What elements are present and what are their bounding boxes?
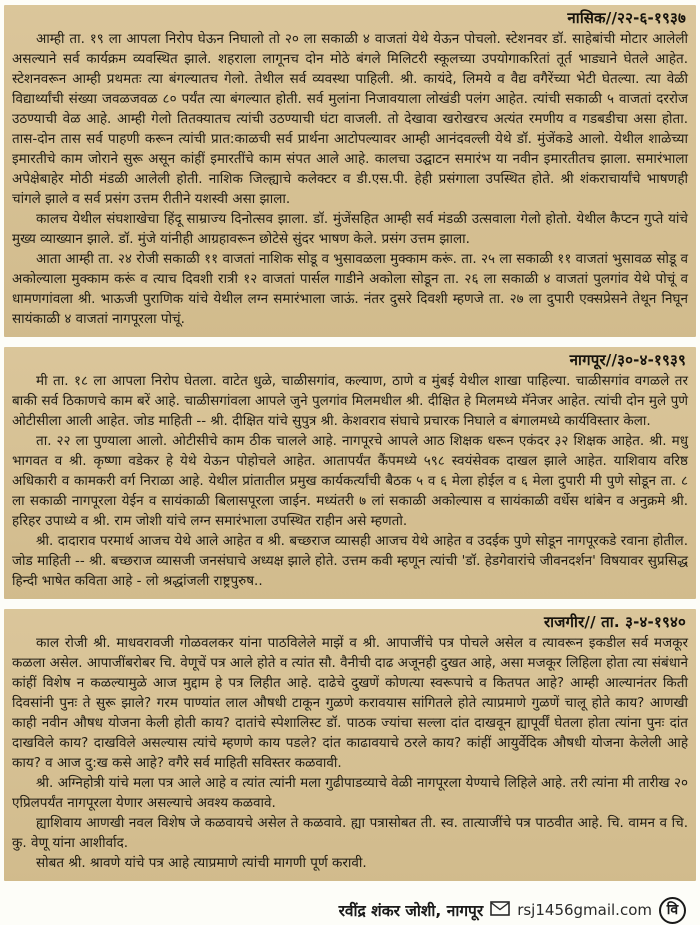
letter-paragraph: ता. २२ ला पुण्याला आलो. ओटीसीचे काम ठीक चालले आहे. नागपूरचे आपले आठ शिक्षक धरून एकंदर ३२ शिक्षक आहेत. श्री. मधु भागवत व श्री. कृष्णा वडेकर हे येथे येऊन पोहोचले आहेत. आतापर्यंत कैंपमध्ये ५९८ स्वयंसेवक दाखल झाले आहेत. याशिवाय वरिष्ठ अधिकारी व कामकरी वर्ग निराळा आहे. येथील प्रांतातील प्रमुख कार्यकर्त्यांची बैठक ५ व ६ मेला होईल व ६ मेला दुपारी मी पुणे सोडून ता. ८ ला सकाळी नागपूरला येईन व सायंकाळी बिलासपूरला जाईन. मध्यंतरी ७ लां सकाळी अकोल्यास व सायंकाळी वर्धेस थांबेन व अनुक्रमे श्री. हरिहर उपाध्ये व श्री. राम जोशी यांचे लग्न समारंभाला उपस्थित राहीन असे म्हणतो. [12,433,688,529]
letter-header-date: नागपूर//३०-४-१९३९ [569,351,686,369]
letter-section-nagpur [4,347,696,599]
footer-credit [4,891,696,925]
letter-paragraph: श्री. दादाराव परमार्थ आजच येथे आले आहेत व श्री. बच्छराज व्यासही आजच येथे आहेत व उदईक पुणे सोडून नागपूरकडे रवाना होतील. जोड माहिती -- श्री. बच्छराज व्यासजी जनसंघाचे अध्यक्ष झाले होते. उत्तम कवी म्हणून त्यांची 'डॉ. हेडगेवारांचे जीवनदर्शन' विषयावर सुप्रसिद्ध हिन्दी भाषेत कविता आहे - लो श्रद्धांजली राष्ट्रपुरुष.. [12,533,688,589]
letter-paragraph: श्री. अग्निहोत्री यांचे मला पत्र आले आहे व त्यांत त्यांनी मला गुढीपाडव्याचे वेळी नागपूरला येण्याचे लिहिले आहे. तरी त्यांना मी तारीख २० एप्रिलपर्यंत नागपूरला येणार असल्याचे अवश्य कळवावे. [12,775,688,811]
letter-paragraph: काल रोजी श्री. माधवरावजी गोळवलकर यांना पाठविलेले माझें व श्री. आपाजींचे पत्र पोचले असेल व त्यावरून इकडील सर्व मजकूर कळला असेल. आपाजींबरोबर चि. वेणूचें पत्र आले होते व त्यांत सौ. वैनीची दाढ अजूनही दुखत आहे, असा मजकूर लिहिला होता त्या संबंधाने कांहीं विशेष न कळल्यामुळे आज मुद्दाम हे पत्र लिहीत आहे. दाढेचे दुखणें कोणत्या स्वरूपाचे व कितपत आहे? आम्ही आल्यानंतर किती दिवसांनी पुनः ते सुरू झाले? गरम पाण्यांत लाल औषधी टाकून गुळणे करावयास सांगितले होते त्याप्रमाणे गुळणें चालू होते काय? आणखी काही नवीन औषध योजना केली होती काय? दातांचे स्पेशालिस्ट डॉ. पाठक ज्यांचा सल्ला दांत दाखवून ह्यापूर्वीं घेतला होता त्यांना पुनः दांत दाखविले काय? दाखविले असल्यास त्यांचे म्हणणे काय पडले? दांत काढावयाचे ठरले काय? कांहीं आयुर्वेदिक औषधी योजना केलेली आहे काय? व आज दु:ख कसे आहे? वगैरे सर्व माहिती सविस्तर कळवावी. [12,635,688,771]
letter-paragraph: कालच येथील संघशाखेचा हिंदू साम्राज्य दिनोत्सव झाला. डॉ. मुंजेंसहित आम्ही सर्व मंडळी उत्सवाला गेलो होतो. येथील कैप्टन गुप्ते यांचे मुख्य व्याख्यान झाले. डॉ. मुंजे यांनीही आग्रहावरून छोटेसे सुंदर भाषण केले. प्रसंग उत्तम झाला. [12,211,688,247]
letter-section-nasik [4,5,696,337]
letter-paragraph: सोबत श्री. श्रावणे यांचे पत्र आहे त्याप्रमाणे त्यांची मागणी पूर्ण करावी. [36,855,367,871]
letter-paragraph: आता आम्ही ता. २४ रोजी सकाळी ११ वाजतां नाशिक सोडू व भुसावळला मुक्काम करूं. ता. २५ ला सकाळी ११ वाजतां भुसावळ सोडू व अकोल्याला मुक्काम करूं व त्याच दिवशी रात्री १२ वाजतां पार्सल गाडीने अकोला सोडून ता. २६ ला सकाळी ४ वाजतां पुलगांव येथे पोचूं व धामणगांवला श्री. भाऊजी पुराणिक यांचे येथील लग्न समारंभाला जाऊं. नंतर दुसरे दिवशी म्हणजे ता. २७ ला दुपारी एक्सप्रेसने तेथून निघून सायंकाळी ४ वाजतां नागपूरला पोचूं. [12,251,688,327]
envelope-icon [490,901,510,920]
letter-header-date: नासिक//२२-६-१९३७ [567,9,686,27]
letter-paragraph: आम्ही ता. १९ ला आपला निरोप घेऊन निघालो तो २० ला सकाळी ४ वाजतां येथे येऊन पोचलो. स्टेशनवर डॉ. साहेबांची मोटार आलेली असल्याने सर्व कार्यक्रम व्यवस्थित झाले. शहराला लागूनच दोन मोठे बंगले मिलिटरी स्कूलच्या उपयोगाकरितां तूर्त भाड्याने घेतले आहेत. स्टेशनवरून आम्ही प्रथमतः त्या बंगल्यातच गेलो. तेथील सर्व व्यवस्था पाहिली. श्री. कायंदे, लिमये व वैद्य वगैरेंच्या भेटी घेतल्या. त्या वेळी विद्यार्थ्यांची संख्या जवळजवळ ८० पर्यंत त्या बंगल्यात होती. सर्व मुलांना निजावयाला लोखंडी पलंग आहेत. त्यांची सकाळी ५ वाजतां दररोज उठण्याची वेळ आहे. आम्ही गेलो तितक्यातच त्यांची उठण्याची घंटा वाजली. तो देखावा खरोखरच अत्यंत रमणीय व गडबडीचा असा होता. तास-दोन तास सर्व पाहणी करून त्यांची प्रात:काळची सर्व प्रार्थना आटोपल्यावर आम्ही आनंदवल्ली येथे डॉ. मुंजेंकडे आलो. येथील शाळेच्या इमारतीचे काम जोराने सुरू असून कांहीं इमारतींचे काम संपत आले आहे. कालचा उद्घाटन समारंभ या नवीन इमारतीतच झाला. समारंभाला अपेक्षेबाहेर मोठी मंडळी आलेली होती. नाशिक जिल्ह्याचे कलेक्टर व डी.एस.पी. हेही प्रसंगाला उपस्थित होते. श्री शंकराचार्यांचे भाषणही चांगले झाले व सर्व प्रसंग उत्तम रीतीने यशस्वी असा झाला. [12,31,688,207]
letter-section-rajgir [4,609,696,881]
letter-paragraph: ह्याशिवाय आणखी नवल विशेष जे कळवायचे असेल ते कळवावे. ह्या पत्रासोबत ती. स्व. तात्याजींचे पत्र पाठवीत आहे. चि. वामन व चि. कु. वेणू यांना आशीर्वाद. [12,815,688,851]
monogram-logo-icon: वि [659,897,686,924]
author-email: rsj1456gmail.com [517,901,652,919]
letter-paragraph: मी ता. १८ ला आपला निरोप घेतला. वाटेत धुळे, चाळीसगांव, कल्याण, ठाणे व मुंबई येथील शाखा पाहिल्या. चाळीसगांव वगळले तर बाकी सर्व ठिकाणचे काम बरें आहे. चाळीसगांवला आपले जुने पुलगांव मिलमधील श्री. दीक्षित हे मिलमध्ये मॅनेजर आहेत. त्यांची दोन मुले पुणे ओटीसीला आली आहेत. जोड माहिती -- श्री. दीक्षित यांचे सुपुत्र श्री. केशवराव संघाचे प्रचारक निघाले व बंगालमध्ये कार्यविस्तार केला. [12,373,688,429]
author-name: रवींद्र शंकर जोशी, नागपूर [338,902,484,920]
letter-header-date: राजगीर// ता. ३-४-१९४० [543,613,686,631]
